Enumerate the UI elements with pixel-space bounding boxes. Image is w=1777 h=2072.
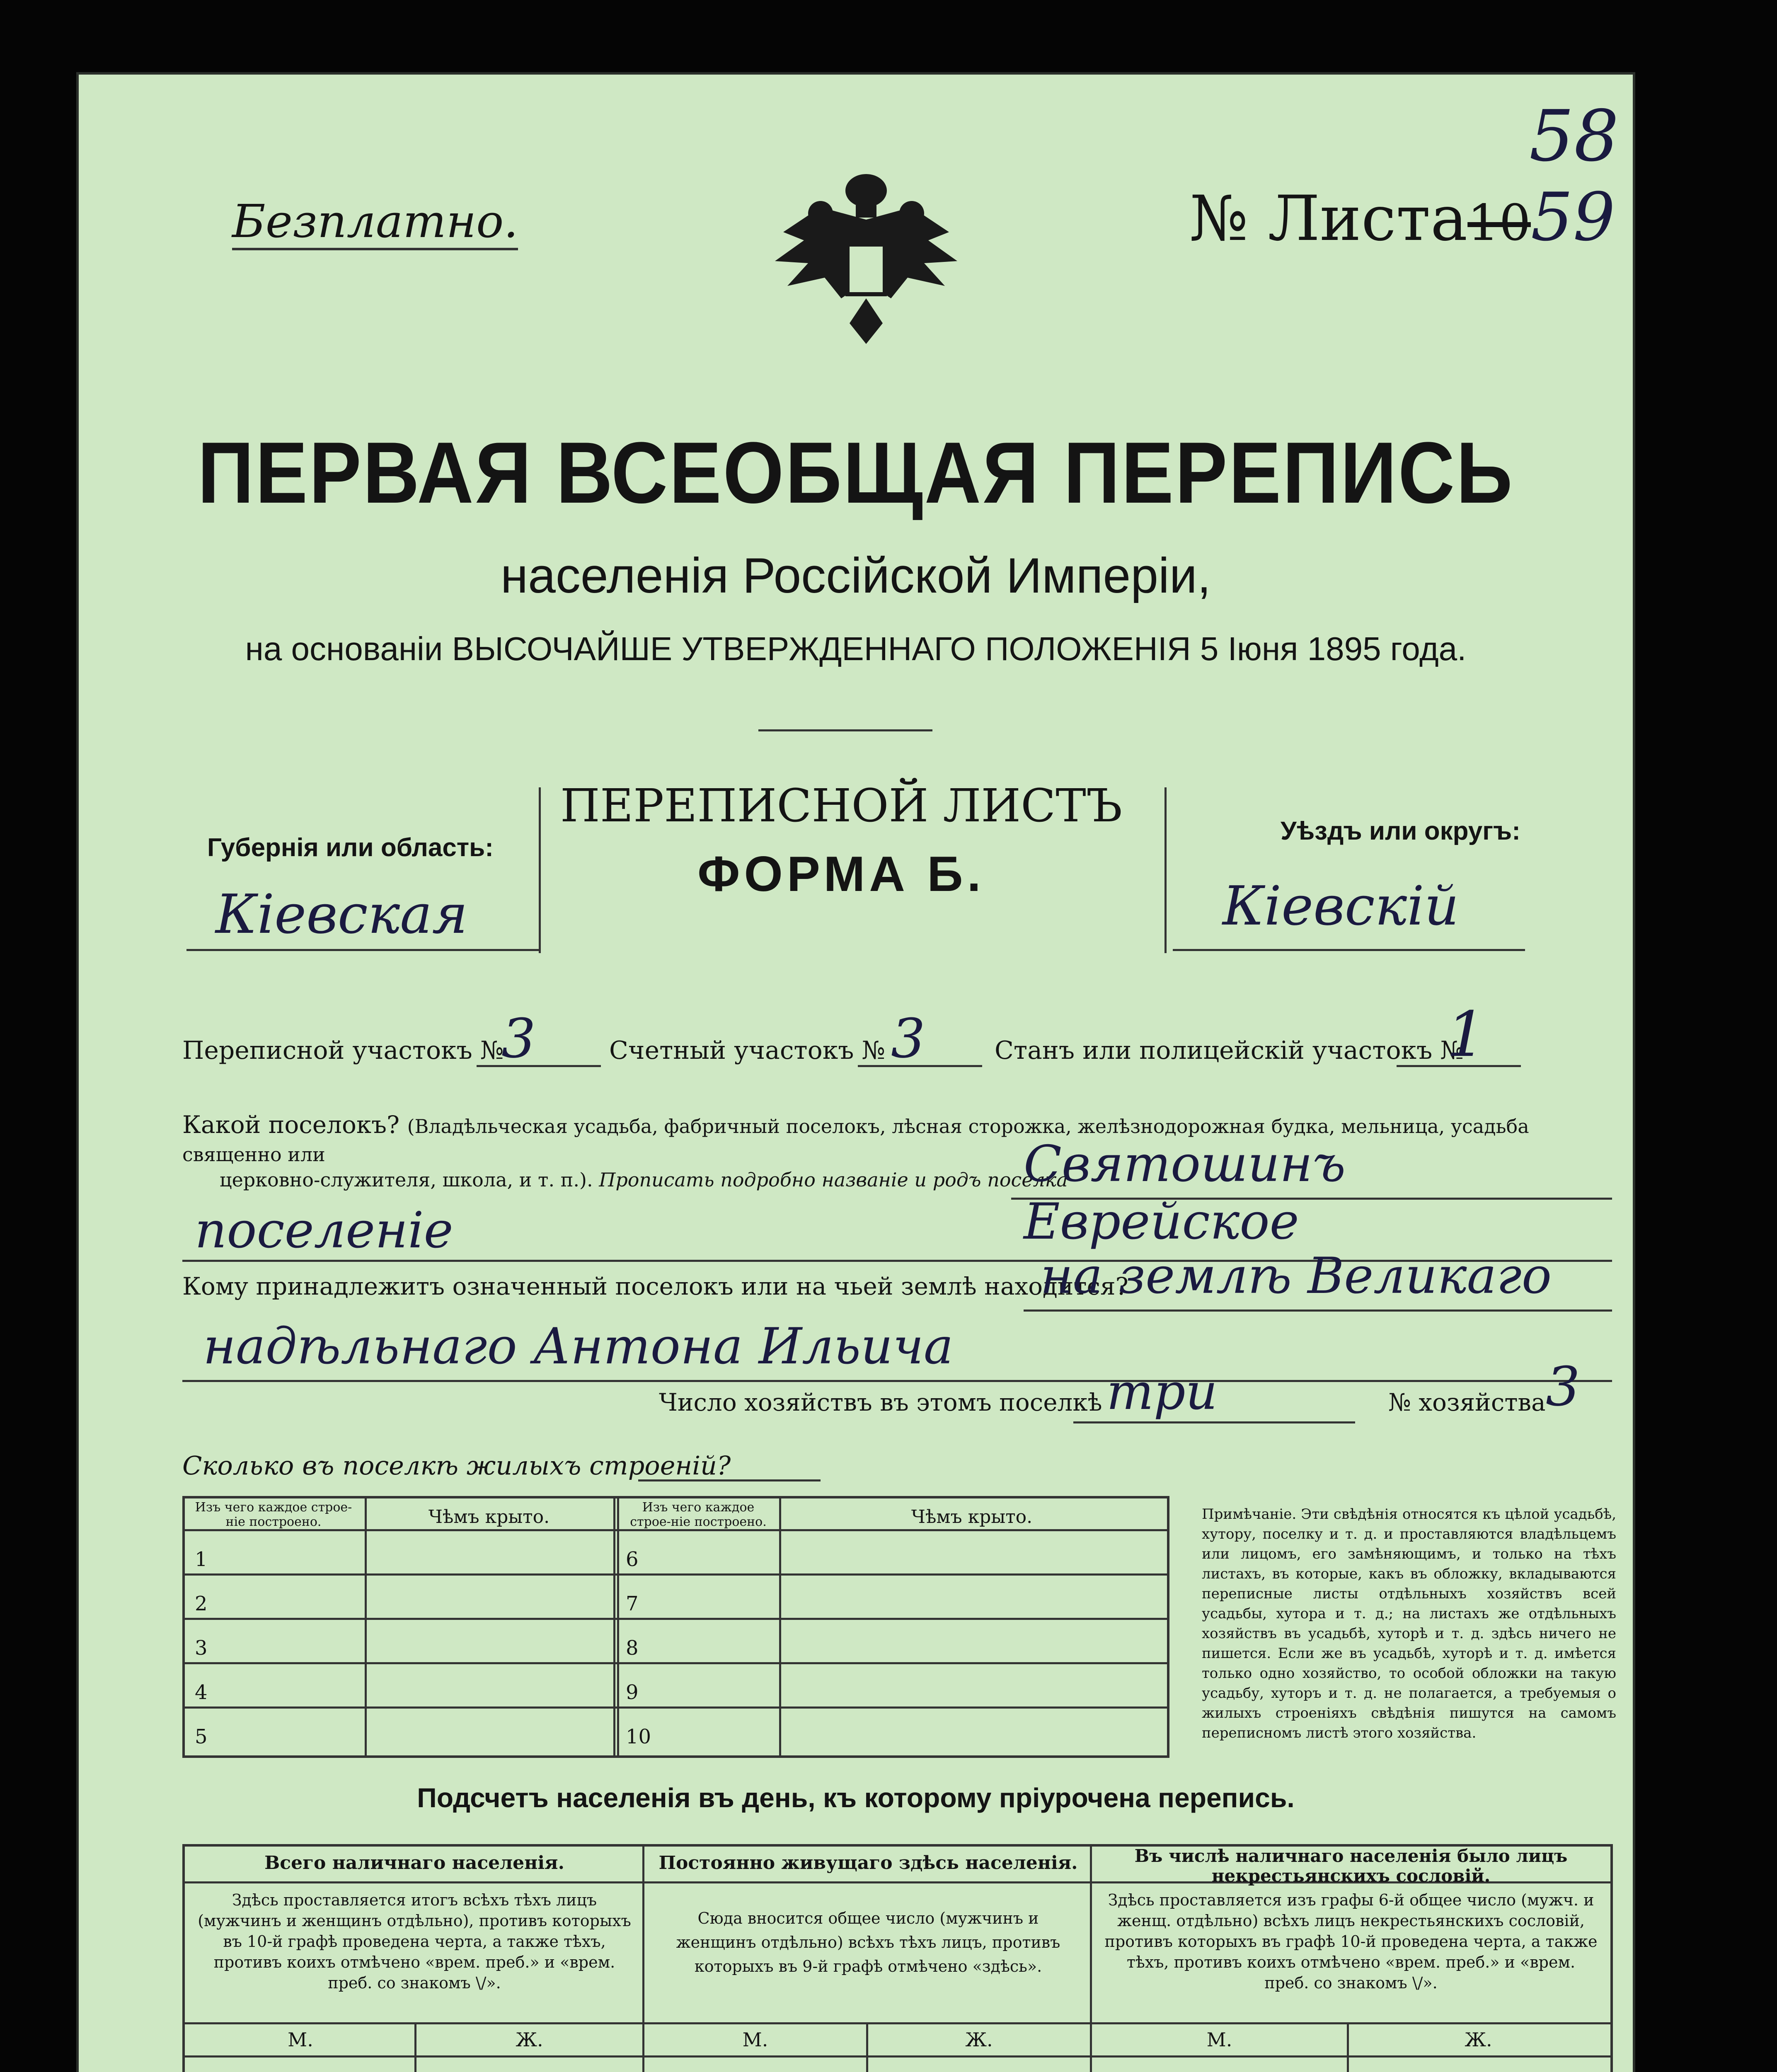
police-area-label: Станъ или полицейскій участокъ № bbox=[995, 1036, 1464, 1065]
table-row-line bbox=[182, 1662, 1169, 1664]
sheet-number-label: № Листа1059 bbox=[1189, 178, 1615, 256]
buildings-question: Сколько въ поселкѣ жилыхъ строеній? bbox=[182, 1450, 731, 1481]
table-header-roof: Чѣмъ крыто. bbox=[911, 1506, 1033, 1527]
table-header-material: Изъ чего каждое строе-ніе построено. bbox=[630, 1500, 767, 1529]
province-underline bbox=[186, 949, 539, 951]
settlement-value-2: поселеніе bbox=[195, 1202, 453, 1259]
census-form-sheet bbox=[79, 75, 1633, 2072]
table-row-line bbox=[182, 1706, 1169, 1709]
table-row-numbers-left bbox=[195, 1537, 208, 1759]
table-header-roof: Чѣмъ крыто. bbox=[428, 1506, 550, 1527]
box-divider bbox=[539, 787, 541, 953]
female-label: Ж. bbox=[965, 2028, 993, 2051]
settlement-hint: церковно-служителя, школа, и т. п.). Прописать подробно названіе и родъ поселка bbox=[220, 1169, 1068, 1191]
owner-value-2: надѣльнаго Антона Ильича bbox=[203, 1318, 954, 1375]
table-row: 5 bbox=[195, 1725, 208, 1748]
female-label: Ж. bbox=[516, 2028, 543, 2051]
title-divider bbox=[758, 729, 932, 731]
form-name: ФОРМА Б. bbox=[697, 846, 985, 902]
owner-underline bbox=[1024, 1310, 1612, 1312]
box-divider bbox=[1164, 787, 1167, 953]
owner-underline-2 bbox=[182, 1380, 1612, 1382]
table-row-numbers-right bbox=[626, 1537, 651, 1759]
population-col1-text: Здѣсь проставляется итогъ всѣхъ тѣхъ лицъ (мужчинъ и женщинъ отдѣльно), противъ которыхъ въ 10-й графѣ проведена черта, а также тѣхъ, противъ коихъ отмѣчено «врем. преб.» и «врем. преб. со знакомъ \/». bbox=[198, 1891, 631, 1992]
count-area-underline bbox=[858, 1065, 982, 1067]
households-underline bbox=[1073, 1421, 1355, 1423]
male-label: М. bbox=[288, 2028, 313, 2051]
buildings-underline bbox=[638, 1479, 821, 1481]
population-sub-line bbox=[182, 2055, 1612, 2057]
police-area-underline bbox=[1397, 1065, 1521, 1067]
buildings-table bbox=[182, 1496, 1169, 1758]
census-area-underline bbox=[477, 1065, 601, 1067]
district-label: Уѣздъ или округъ: bbox=[1281, 817, 1520, 845]
table-row-line bbox=[182, 1573, 1169, 1576]
count-area-label: Счетный участокъ № bbox=[609, 1036, 886, 1065]
archive-mark: 58 bbox=[1529, 95, 1619, 177]
female-label: Ж. bbox=[1465, 2028, 1492, 2051]
population-heading: Подсчетъ населенія въ день, къ которому пріурочена перепись. bbox=[417, 1782, 1295, 1813]
table-row: 7 bbox=[626, 1592, 639, 1615]
district-value: Кіевскій bbox=[1223, 874, 1459, 937]
households-value: три bbox=[1106, 1363, 1218, 1421]
table-row: 8 bbox=[626, 1636, 639, 1660]
count-area-value: 3 bbox=[891, 1007, 925, 1070]
population-col2-title: Постоянно живущаго здѣсь населенія. bbox=[659, 1852, 1078, 1874]
population-sub-line bbox=[182, 2022, 1612, 2024]
sheet-title: ПЕРЕПИСНОЙ ЛИСТЪ bbox=[560, 779, 1123, 832]
settlement-value: Святошинъ Еврейское bbox=[1024, 1135, 1346, 1251]
province-label: Губернія или область: bbox=[207, 833, 494, 862]
page-title: ПЕРВАЯ ВСЕОБЩАЯ ПЕРЕПИСЬ bbox=[197, 424, 1514, 521]
table-row: 10 bbox=[626, 1725, 651, 1748]
table-row: 6 bbox=[626, 1548, 639, 1571]
table-row: 1 bbox=[195, 1548, 208, 1571]
table-col-line bbox=[365, 1496, 367, 1757]
police-area-value: 1 bbox=[1446, 999, 1486, 1071]
population-col3-text: Здѣсь проставляется изъ графы 6-й общее число (мужч. и женщ. отдѣльно) всѣхъ лицъ некрестьянскихъ сословій, противъ которыхъ въ графѣ 10-й проведена черта, а также тѣхъ, противъ коихъ отмѣчено «врем. преб.» и «врем. преб. со знакомъ \/». bbox=[1104, 1891, 1598, 1992]
table-header-material: Изъ чего каждое строе-ніе построено. bbox=[195, 1500, 352, 1529]
households-label: Число хозяйствъ въ этомъ поселкѣ bbox=[659, 1388, 1102, 1416]
census-area-label: Переписной участокъ № bbox=[182, 1036, 504, 1065]
population-col1-title: Всего наличнаго населенія. bbox=[264, 1852, 564, 1874]
table-header-line bbox=[182, 1529, 1169, 1531]
table-row: 4 bbox=[195, 1681, 208, 1704]
table-divider bbox=[613, 1496, 619, 1757]
owner-question: Кому принадлежитъ означенный поселокъ или на чьей землѣ находится? bbox=[182, 1272, 1128, 1300]
population-col2-text: Сюда вносится общее число (мужчинъ и женщинъ отдѣльно) всѣхъ тѣхъ лицъ, противъ которыхъ въ 9-й графѣ отмѣчено «здѣсь». bbox=[676, 1909, 1060, 1975]
legal-basis: на основаніи ВЫСОЧАЙШЕ УТВЕРЖДЕННАГО ПОЛОЖЕНІЯ 5 Іюня 1895 года. bbox=[245, 630, 1467, 667]
province-value: Кіевская bbox=[215, 883, 468, 946]
free-label: Безплатно. bbox=[232, 195, 518, 250]
male-label: М. bbox=[1206, 2028, 1232, 2051]
district-underline bbox=[1173, 949, 1525, 951]
table-col-line bbox=[779, 1496, 781, 1757]
table-row: 2 bbox=[195, 1592, 208, 1615]
settlement-question: Какой поселокъ? (Владѣльческая усадьба, фабричный поселокъ, лѣсная сторожка, желѣзнодорожная будка, мельница, усадьба священно или bbox=[182, 1111, 1529, 1166]
table-row-line bbox=[182, 1618, 1169, 1620]
census-area-value: 3 bbox=[501, 1007, 536, 1070]
settlement-underline bbox=[1011, 1198, 1612, 1200]
male-label: М. bbox=[742, 2028, 768, 2051]
note-text: Примѣчаніе. Эти свѣдѣнія относятся къ цѣлой усадьбѣ, хутору, поселку и т. д. и проставляются владѣльцемъ или лицомъ, его замѣняющимъ, и только на тѣхъ листахъ, въ которые, какъ въ обложку, вкладываются переписные листы отдѣльныхъ хозяйствъ всей усадьбы, хутора и т. д.; на листахъ же отдѣльныхъ хозяйствъ въ усадьбѣ, хуторѣ и т. д. здѣсь ничего не пишется. Если же въ усадьбѣ, хуторѣ и т. д. имѣется только одно хозяйство, то особой обложки на такую усадьбу, хуторъ и т. д. не полагается, а требуемыя о жилыхъ строеніяхъ свѣдѣнія пишутся на самомъ переписномъ листѣ этого хозяйства. bbox=[1202, 1506, 1616, 1741]
table-row: 9 bbox=[626, 1681, 639, 1704]
household-number-value: 3 bbox=[1546, 1355, 1580, 1418]
table-row: 3 bbox=[195, 1636, 208, 1660]
population-col3-title: Въ числѣ наличнаго населенія было лицъ некрестьянскихъ сословій. bbox=[1134, 1846, 1568, 1886]
page-subtitle: населенія Россійской Имперіи, bbox=[500, 548, 1211, 603]
double-headed-eagle-icon bbox=[758, 174, 974, 348]
owner-value: на землѣ Великаго bbox=[1040, 1247, 1552, 1305]
household-number-label: № хозяйства bbox=[1388, 1388, 1546, 1416]
